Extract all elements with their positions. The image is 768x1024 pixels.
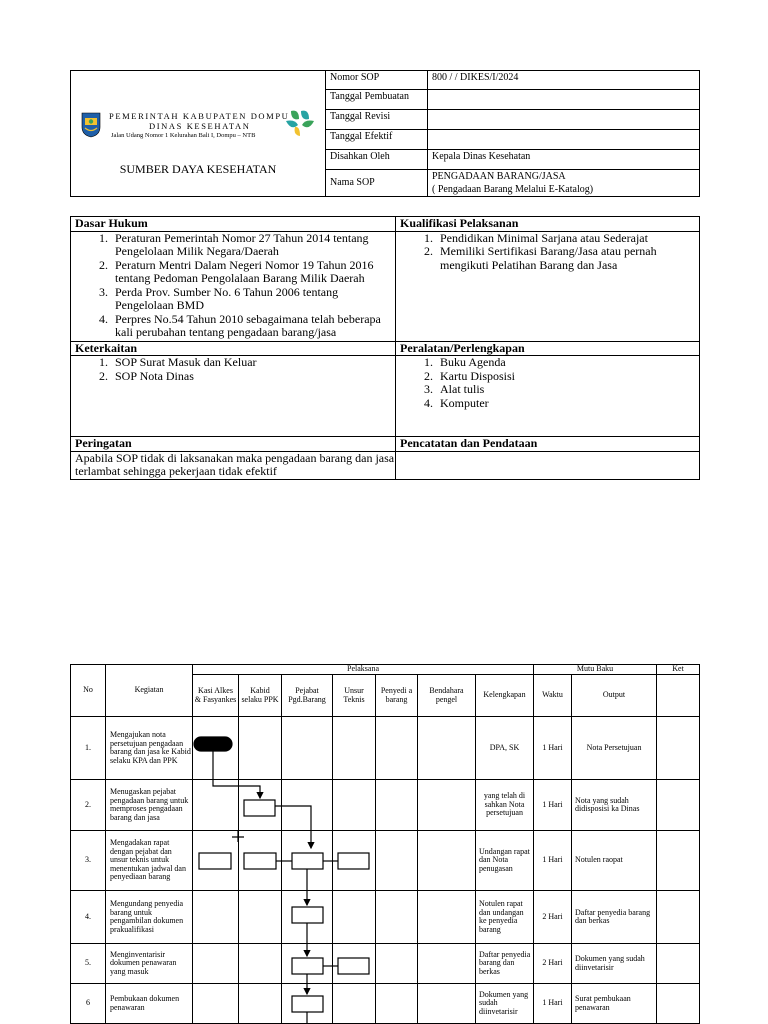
- header-pelaksana: Pelaksana: [193, 665, 534, 675]
- list-item: 1. Pendidikan Minimal Sarjana atau Sederajat: [436, 232, 699, 246]
- row-waktu: 1 Hari: [534, 780, 572, 831]
- meta-value-nomor-sop: 800 / / DIKES/I/2024: [428, 71, 700, 90]
- list-item: 3. Perda Prov. Sumber No. 6 Tahun 2006 tentang Pengelolaan BMD: [111, 286, 395, 313]
- peralatan-heading: Peralatan/Perlengkapan: [396, 341, 700, 356]
- org-dept: DINAS KESEHATAN: [149, 121, 251, 131]
- org-identity-cell: [71, 71, 326, 197]
- meta-value-tanggal-efektif: [428, 129, 700, 149]
- row-waktu: 1 Hari: [534, 717, 572, 780]
- dasar-hukum-list: [75, 232, 395, 340]
- header-mutu-baku: Mutu Baku: [534, 665, 657, 675]
- pencatatan-cell: [396, 451, 700, 479]
- keterkaitan-list: [75, 356, 395, 383]
- dompu-regency-logo: [81, 112, 101, 138]
- row-kelengkapan: Notulen rapat dan undangan ke penyedia barang: [476, 891, 534, 944]
- header-ket: Ket: [657, 665, 700, 675]
- table-row: [71, 891, 700, 944]
- meta-label-disahkan-oleh: Disahkan Oleh: [326, 150, 428, 169]
- row-no: 3.: [71, 831, 106, 891]
- header-kegiatan: Kegiatan: [106, 665, 193, 717]
- row-waktu: 1 Hari: [534, 984, 572, 1024]
- header-penyedia: Penyedi a barang: [376, 675, 418, 717]
- row-no: 6: [71, 984, 106, 1024]
- peringatan-text: Apabila SOP tidak di laksanakan maka pengadaan barang dan jasa terlambat sehingga pekerjaan tidak efektif: [71, 451, 396, 479]
- row-kelengkapan: yang telah di sahkan Nota persetujuan: [476, 780, 534, 831]
- sop-name: PENGADAAN BARANG/JASA: [432, 170, 566, 182]
- row-waktu: 2 Hari: [534, 891, 572, 944]
- row-kegiatan: Menugaskan pejabat pengadaan barang untuk memproses pengadaan barang dan jasa: [106, 780, 193, 831]
- list-item: 1. Peraturan Pemerintah Nomor 27 Tahun 2014 tentang Pengelolaan Milik Negara/Daerah: [111, 232, 395, 259]
- org-name: PEMERINTAH KABUPATEN DOMPU: [109, 111, 290, 121]
- list-item: 3. Alat tulis: [436, 383, 699, 397]
- list-item: 4. Komputer: [436, 397, 699, 411]
- row-kelengkapan: Dokumen yang sudah diinvetarisir: [476, 984, 534, 1024]
- meta-label-tanggal-revisi: Tanggal Revisi: [326, 109, 428, 129]
- header-waktu: Waktu: [534, 675, 572, 717]
- row-output: Surat pembukaan penawaran: [572, 984, 657, 1024]
- kualifikasi-list: [400, 232, 699, 273]
- row-output: Notulen raopat: [572, 831, 657, 891]
- row-output: Nota yang sudah didisposisi ka Dinas: [572, 780, 657, 831]
- header-bendahara: Bendahara pengel: [418, 675, 476, 717]
- pencatatan-heading: Pencatatan dan Pendataan: [396, 437, 700, 452]
- row-kegiatan: Mengadakan rapat dengan pejabat dan unsur teknis untuk menentukan jadwal dan penyediaan barang: [106, 831, 193, 891]
- header-pejabat: Pejabat Pgd.Barang: [282, 675, 333, 717]
- list-item: 2. SOP Nota Dinas: [111, 370, 395, 384]
- row-output: Nota Persetujuan: [572, 717, 657, 780]
- table-row: [71, 831, 700, 891]
- row-kelengkapan: DPA, SK: [476, 717, 534, 780]
- header-kasi: Kasi Alkes & Fasyankes: [193, 675, 239, 717]
- table-row: [71, 780, 700, 831]
- list-item: 1. SOP Surat Masuk dan Keluar: [111, 356, 395, 370]
- kemenkes-logo: [285, 109, 315, 137]
- list-item: 1. Buku Agenda: [436, 356, 699, 370]
- list-item: 2. Peraturn Mentri Dalam Negeri Nomor 19 Tahun 2016 tentang Pedoman Pengolalaan Barang Milik Daerah: [111, 259, 395, 286]
- row-kegiatan: Pembukaan dokumen penawaran: [106, 984, 193, 1024]
- row-kegiatan: Menginventarisir dokumen penawaran yang masuk: [106, 944, 193, 984]
- row-output: Daftar penyedia barang dan berkas: [572, 891, 657, 944]
- row-kegiatan: Mengundang penyedia barang untuk pengambilan dokumen prakualifikasi: [106, 891, 193, 944]
- org-address: Jalan Udang Nomor 1 Kelurahan Bali I, Dompu – NTB: [111, 132, 256, 139]
- meta-value-disahkan-oleh: Kepala Dinas Kesehatan: [428, 150, 700, 169]
- peralatan-list: [400, 356, 699, 410]
- table-row: [71, 717, 700, 780]
- meta-value-nama-sop: [428, 169, 700, 196]
- keterkaitan-cell: [71, 356, 396, 437]
- row-waktu: 2 Hari: [534, 944, 572, 984]
- procedure-table: [70, 664, 700, 1024]
- meta-value-tanggal-revisi: [428, 109, 700, 129]
- kualifikasi-cell: [396, 231, 700, 341]
- header-kabid: Kabid selaku PPK: [239, 675, 282, 717]
- header-ket-blank: [657, 675, 700, 717]
- meta-label-tanggal-efektif: Tanggal Efektif: [326, 129, 428, 149]
- header-output: Output: [572, 675, 657, 717]
- row-output: Dokumen yang sudah diinvetarisir: [572, 944, 657, 984]
- sop-subtitle: ( Pengadaan Barang Melalui E-Katalog): [432, 183, 594, 195]
- list-item: 4. Perpres No.54 Tahun 2010 sebagaimana telah beberapa kali perubahan tentang pengadaan barang/jasa: [111, 313, 395, 340]
- row-no: 4.: [71, 891, 106, 944]
- row-no: 5.: [71, 944, 106, 984]
- dasar-hukum-cell: [71, 231, 396, 341]
- meta-label-nomor-sop: Nomor SOP: [326, 71, 428, 90]
- unit-title: SUMBER DAYA KESEHATAN: [119, 162, 277, 176]
- keterkaitan-heading: Keterkaitan: [71, 341, 396, 356]
- table-row: [71, 944, 700, 984]
- peralatan-cell: [396, 356, 700, 437]
- sop-header-table: [70, 70, 700, 197]
- row-kegiatan: Mengajukan nota persetujuan pengadaan barang dan jasa ke Kabid selaku KPA dan PPK: [106, 717, 193, 780]
- table-row: [71, 984, 700, 1024]
- list-item: 2. Kartu Disposisi: [436, 370, 699, 384]
- list-item: 2. Memiliki Sertifikasi Barang/Jasa atau pernah mengikuti Pelatihan Barang dan Jasa: [436, 245, 699, 272]
- kualifikasi-heading: Kualifikasi Pelaksanan: [396, 217, 700, 232]
- dasar-hukum-heading: Dasar Hukum: [71, 217, 396, 232]
- sop-info-table: [70, 216, 700, 480]
- peringatan-heading: Peringatan: [71, 437, 396, 452]
- row-no: 2.: [71, 780, 106, 831]
- row-kelengkapan: Undangan rapat dan Nota penugasan: [476, 831, 534, 891]
- row-no: 1.: [71, 717, 106, 780]
- row-kelengkapan: Daftar penyedia barang dan berkas: [476, 944, 534, 984]
- header-no: No: [71, 665, 106, 717]
- header-unsur-teknis: Unsur Teknis: [333, 675, 376, 717]
- header-kelengkapan: Kelengkapan: [476, 675, 534, 717]
- meta-label-tanggal-pembuatan: Tanggal Pembuatan: [326, 90, 428, 109]
- meta-value-tanggal-pembuatan: [428, 90, 700, 109]
- meta-label-nama-sop: Nama SOP: [326, 169, 428, 196]
- row-waktu: 1 Hari: [534, 831, 572, 891]
